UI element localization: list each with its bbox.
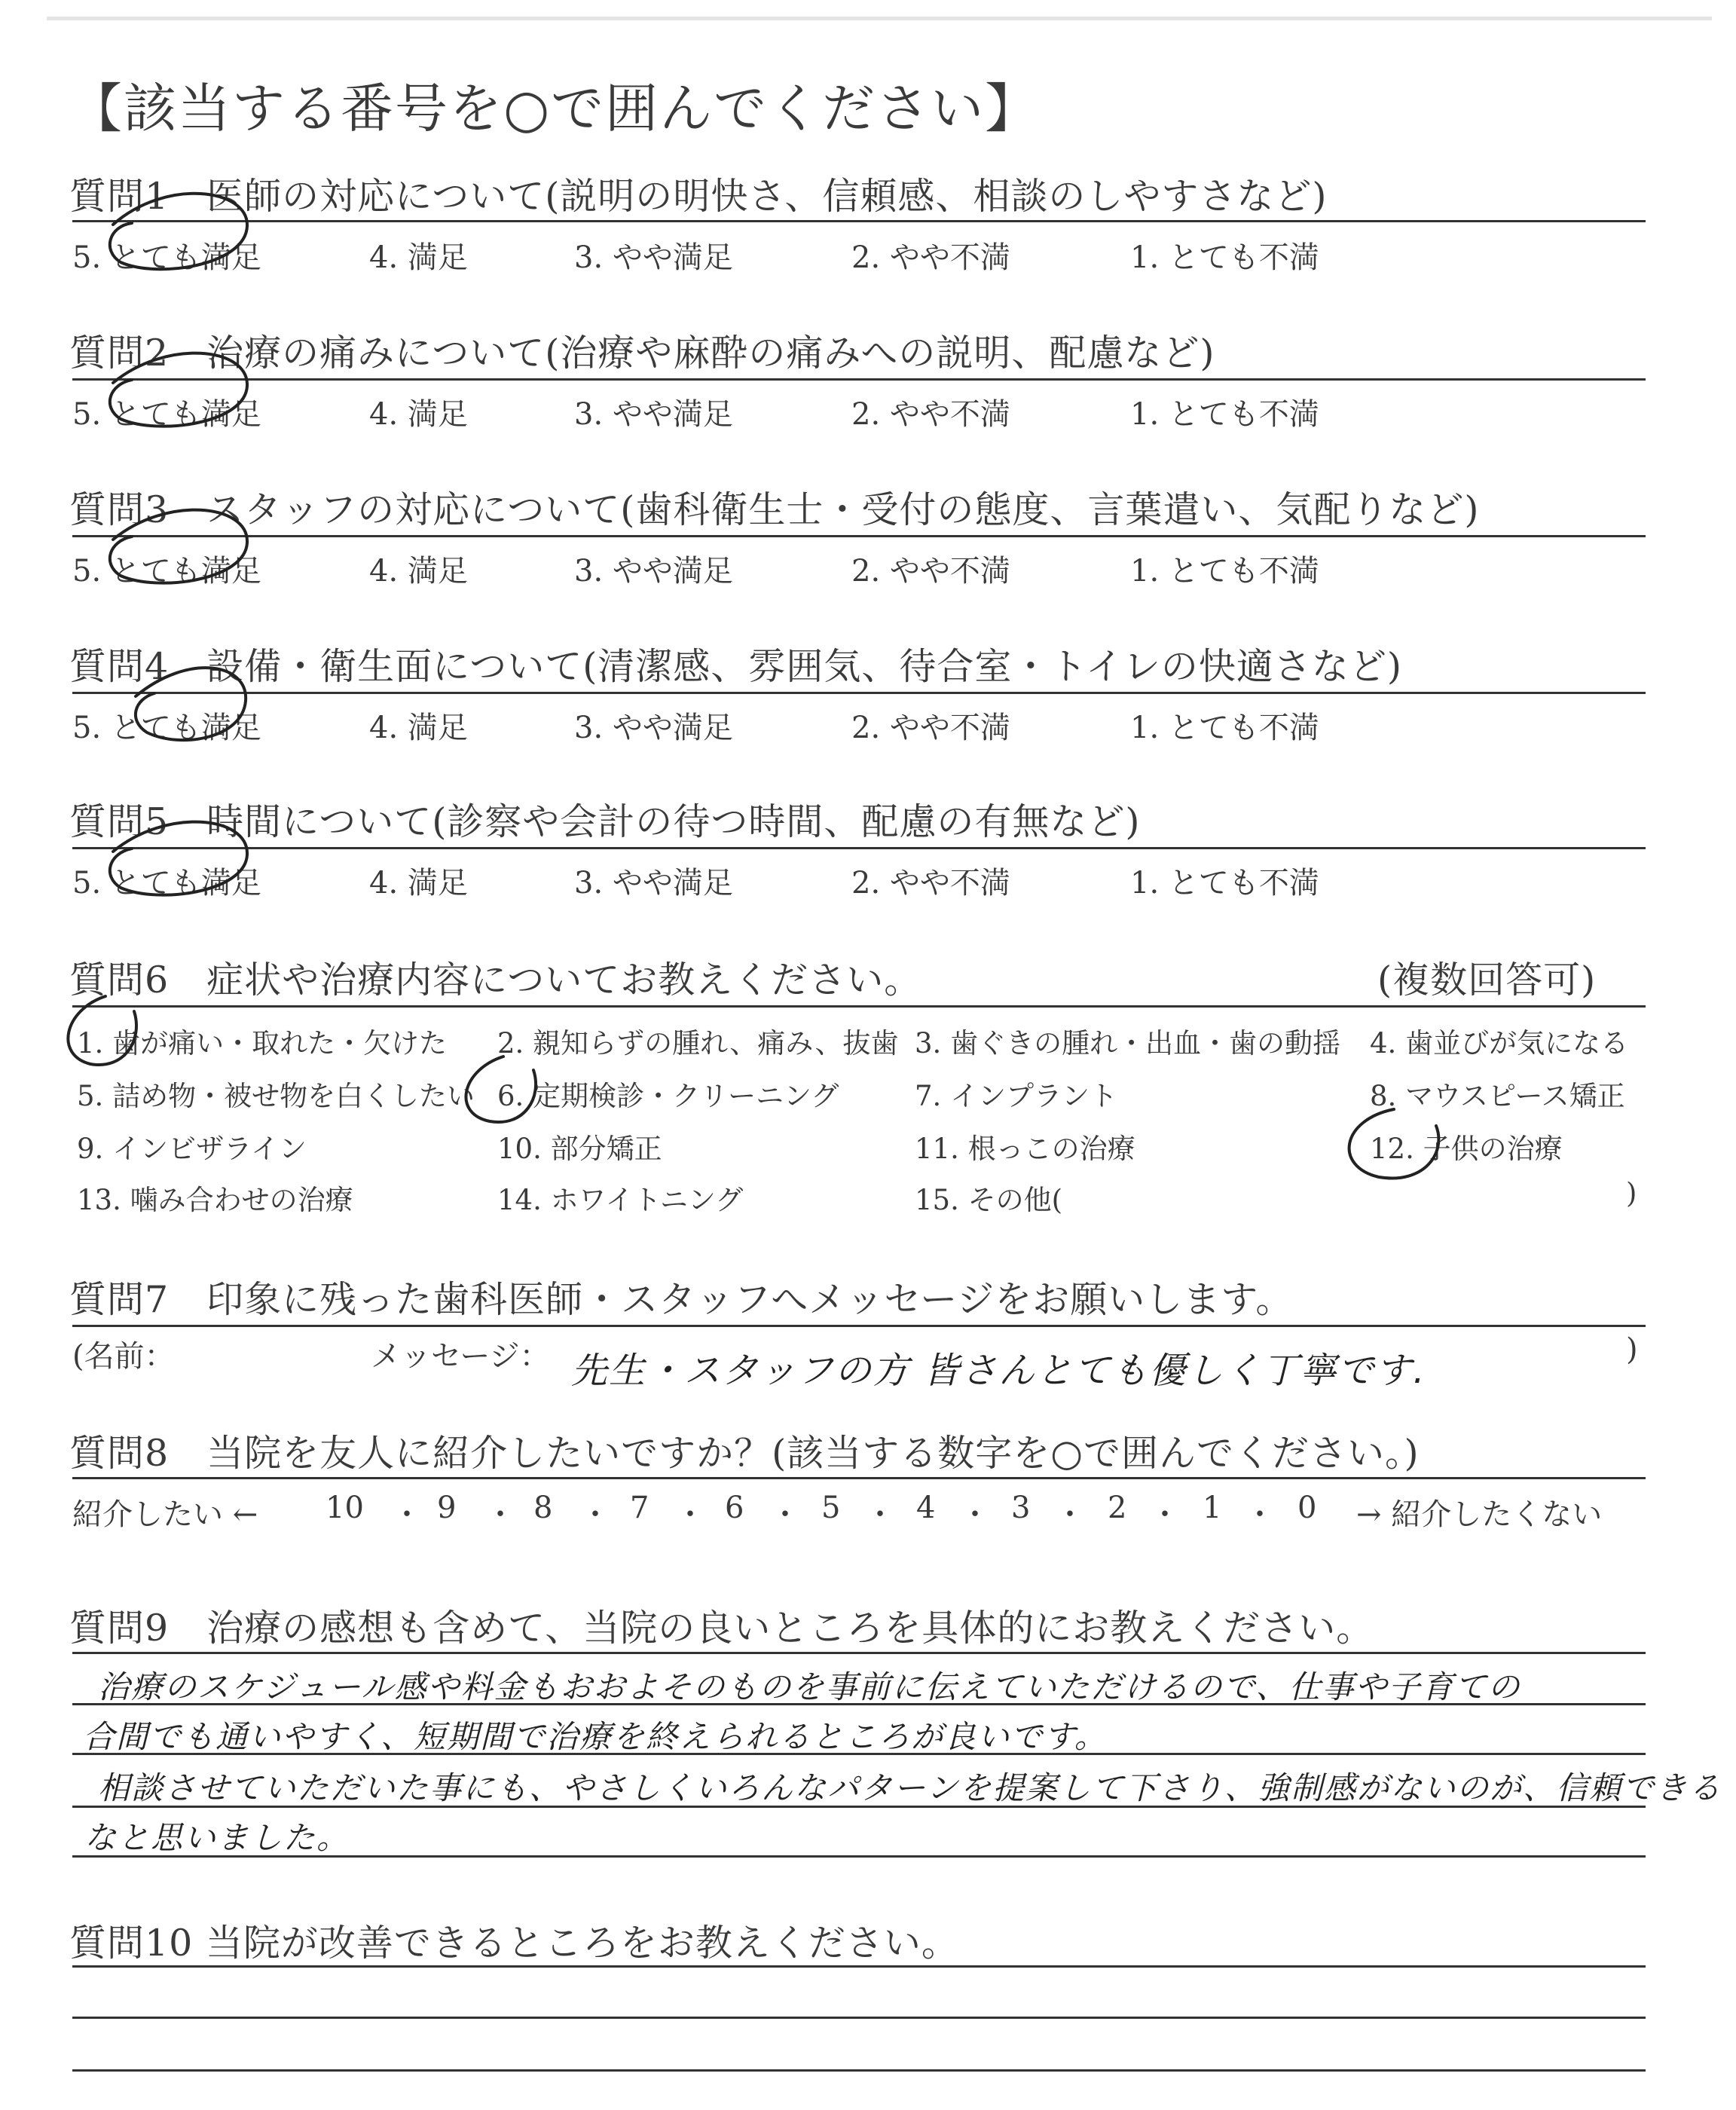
q8-scale-1[interactable]: 1: [1203, 1491, 1222, 1525]
q6-option-7[interactable]: 7. インプラント: [915, 1080, 1118, 1112]
q4-option-4[interactable]: 4. 満足: [369, 711, 468, 745]
q1-option-2[interactable]: 2. やや不満: [851, 240, 1010, 275]
q8-scale-9[interactable]: 9: [437, 1491, 457, 1525]
q8-dot: ・: [1055, 1497, 1085, 1532]
q6-option-2[interactable]: 2. 親知らずの腫れ、痛み、抜歯: [497, 1027, 899, 1060]
q6-option-14[interactable]: 14. ホワイトニング: [497, 1184, 744, 1216]
q8-dot: ・: [865, 1497, 895, 1532]
q7-message-label: メッセージ：: [371, 1339, 550, 1374]
q2-option-5[interactable]: 5. とても満足: [72, 397, 261, 432]
q8-dot: ・: [770, 1497, 800, 1532]
q1-option-3[interactable]: 3. やや満足: [574, 240, 733, 275]
q6-option-11[interactable]: 11. 根っこの治療: [915, 1133, 1135, 1165]
question-8-title: 質問8 当院を友人に紹介したいですか？(該当する数字を○で囲んでください。): [69, 1432, 1420, 1475]
question-7-title: 質問7 印象に残った歯科医師・スタッフへメッセージをお願いします。: [69, 1278, 1294, 1321]
q1-option-1[interactable]: 1. とても不満: [1130, 240, 1319, 275]
q6-option-5[interactable]: 5. 詰め物・被せ物を白くしたい: [77, 1080, 475, 1112]
q6-option-1-circle-mark: [68, 996, 136, 1065]
q1-option-4[interactable]: 4. 満足: [369, 240, 468, 275]
q8-dot: ・: [960, 1497, 990, 1532]
q2-option-3[interactable]: 3. やや満足: [574, 397, 733, 432]
question-9-title: 質問9 治療の感想も含めて、当院の良いところを具体的にお教えください。: [69, 1607, 1374, 1650]
q5-circle-mark: [110, 822, 247, 895]
q9-handwritten-line-2: 合間でも通いやすく、短期間で治療を終えられるところが良いです。: [83, 1718, 1108, 1755]
q6-option-4[interactable]: 4. 歯並びが気になる: [1370, 1027, 1629, 1060]
q7-name-label: (名前：: [72, 1339, 175, 1374]
q2-circle-mark: [110, 353, 247, 427]
q6-option-15-close: ): [1626, 1177, 1637, 1209]
q8-right-label: → 紹介したくない: [1356, 1497, 1603, 1532]
q7-close-paren: ): [1626, 1332, 1638, 1367]
q2-option-4[interactable]: 4. 満足: [369, 397, 468, 432]
q6-option-6-circle-mark: [466, 1057, 536, 1122]
q3-option-1[interactable]: 1. とても不満: [1130, 554, 1319, 589]
q9-handwritten-line-3: 相談させていただいた事にも、やさしくいろんなパターンを提案して下さり、強制感がないのが、信頼できる: [98, 1769, 1722, 1806]
q8-dot: ・: [1150, 1497, 1180, 1532]
q5-option-1[interactable]: 1. とても不満: [1130, 866, 1319, 901]
q2-option-2[interactable]: 2. やや不満: [851, 397, 1010, 432]
q3-option-4[interactable]: 4. 満足: [369, 554, 468, 589]
q9-handwritten-line-4: なと思いました。: [84, 1819, 350, 1856]
q6-option-12-circle-mark: [1349, 1109, 1439, 1178]
q1-option-5[interactable]: 5. とても満足: [72, 240, 261, 275]
question-5-title: 質問5 時間について(診察や会計の待つ時間、配慮の有無など): [69, 800, 1141, 843]
q5-option-4[interactable]: 4. 満足: [369, 866, 468, 901]
q5-option-2[interactable]: 2. やや不満: [851, 866, 1010, 901]
q9-handwritten-line-1: 治療のスケジュール感や料金もおおよそのものを事前に伝えていただけるので、仕事や子育ての: [98, 1668, 1521, 1705]
q6-option-1[interactable]: 1. 歯が痛い・取れた・欠けた: [77, 1027, 448, 1060]
q5-option-3[interactable]: 3. やや満足: [574, 866, 733, 901]
q6-option-9[interactable]: 9. インビザライン: [77, 1133, 307, 1165]
q1-circle-mark: [110, 194, 247, 269]
q4-option-3[interactable]: 3. やや満足: [574, 711, 733, 745]
q4-option-2[interactable]: 2. やや不満: [851, 711, 1010, 745]
q6-option-15[interactable]: 15. その他(: [915, 1184, 1063, 1216]
q8-scale-8[interactable]: 8: [533, 1491, 553, 1525]
q8-scale-5[interactable]: 5: [821, 1491, 841, 1525]
q3-circle-mark: [110, 510, 247, 583]
q8-scale-4[interactable]: 4: [916, 1491, 936, 1525]
q6-option-10[interactable]: 10. 部分矯正: [497, 1133, 662, 1165]
question-1-title: 質問1 医師の対応について(説明の明快さ、信頼感、相談のしやすさなど): [69, 175, 1328, 218]
q3-option-2[interactable]: 2. やや不満: [851, 554, 1010, 589]
question-4-title: 質問4 設備・衛生面について(清潔感、雰囲気、待合室・トイレの快適さなど): [69, 645, 1402, 688]
q3-option-5[interactable]: 5. とても満足: [72, 554, 261, 589]
question-6-title: 質問6 症状や治療内容についてお教えください。: [69, 959, 922, 1001]
q8-dot: ・: [1245, 1497, 1275, 1532]
q8-dot: ・: [580, 1497, 610, 1532]
q6-option-6[interactable]: 6. 定期検診・クリーニング: [497, 1080, 839, 1112]
q8-scale-6[interactable]: 6: [725, 1491, 744, 1525]
question-10-title: 質問10 当院が改善できるところをお教えください。: [69, 1922, 959, 1965]
q6-option-8[interactable]: 8. マウスピース矯正: [1370, 1080, 1625, 1112]
q8-scale-2[interactable]: 2: [1108, 1491, 1127, 1525]
q5-option-5[interactable]: 5. とても満足: [72, 866, 261, 901]
q8-dot: ・: [392, 1497, 422, 1532]
q8-scale-7[interactable]: 7: [630, 1491, 649, 1525]
q4-option-1[interactable]: 1. とても不満: [1130, 711, 1319, 745]
q6-option-12[interactable]: 12. 子供の治療: [1370, 1133, 1563, 1165]
question-3-title: 質問3 スタッフの対応について(歯科衛生士・受付の態度、言葉遣い、気配りなど): [69, 488, 1480, 531]
question-6-note: (複数回答可): [1377, 959, 1597, 1001]
q8-dot: ・: [485, 1497, 515, 1532]
q6-option-13[interactable]: 13. 噛み合わせの治療: [77, 1184, 353, 1216]
q2-option-1[interactable]: 1. とても不満: [1130, 397, 1319, 432]
q8-scale-10[interactable]: 10: [326, 1491, 364, 1525]
question-2-title: 質問2 治療の痛みについて(治療や麻酔の痛みへの説明、配慮など): [69, 332, 1215, 375]
q4-circle-mark: [136, 668, 246, 740]
q8-left-label: 紹介したい ←: [72, 1497, 258, 1532]
q7-message-handwritten: 先生・スタッフの方 皆さんとても優しく丁寧です.: [571, 1350, 1426, 1392]
q8-scale-0[interactable]: 0: [1297, 1491, 1317, 1525]
q8-dot: ・: [675, 1497, 705, 1532]
q8-scale-3[interactable]: 3: [1011, 1491, 1031, 1525]
q6-option-3[interactable]: 3. 歯ぐきの腫れ・出血・歯の動揺: [915, 1027, 1341, 1060]
q3-option-3[interactable]: 3. やや満足: [574, 554, 733, 589]
instruction-heading: 【該当する番号を○で囲んでください】: [69, 78, 1040, 139]
q4-option-5[interactable]: 5. とても満足: [72, 711, 261, 745]
